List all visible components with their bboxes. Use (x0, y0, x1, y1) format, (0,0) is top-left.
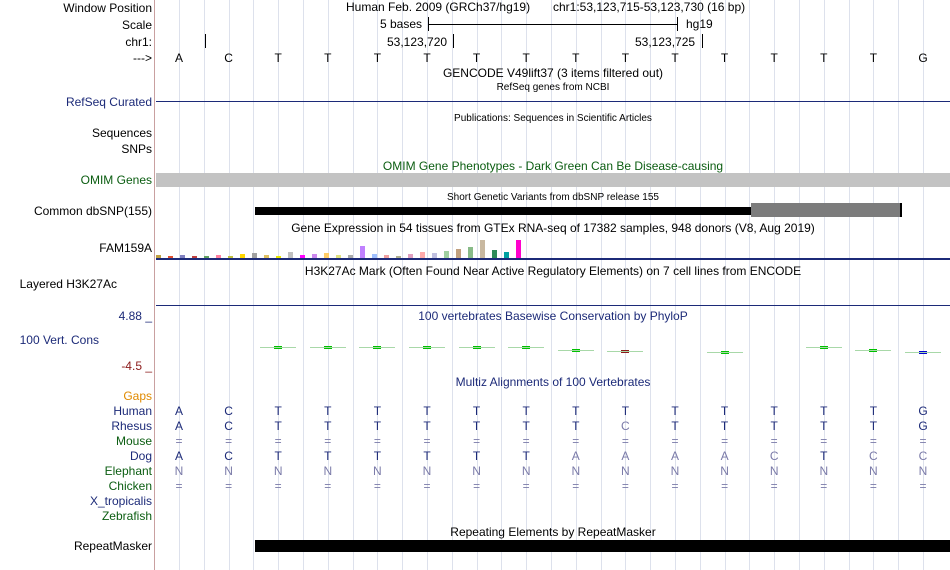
alignment-base: = (919, 479, 927, 493)
alignment-base: C (621, 419, 630, 433)
scale-text: 5 bases (380, 17, 423, 31)
gtex-bars[interactable] (156, 236, 556, 258)
coord-2: 53,123,725 (635, 35, 696, 49)
alignment-base: T (820, 449, 828, 463)
scale-db: hg19 (686, 17, 713, 31)
base-letter: T (720, 51, 729, 65)
base-letter: G (918, 51, 928, 65)
alignment-base: T (820, 404, 828, 418)
base-letter: T (373, 51, 382, 65)
alignment-base: = (423, 479, 431, 493)
alignment-base: C (869, 449, 878, 463)
cons-max-label: 4.88 _ (118, 309, 152, 323)
alignment-base: N (174, 464, 184, 478)
alignment-base: A (174, 404, 183, 418)
species-label: Mouse (115, 434, 152, 448)
window-position-label: Window Position (63, 1, 152, 15)
alignment-base: T (472, 449, 481, 463)
alignment-base: T (522, 449, 530, 463)
alignment-base: C (224, 419, 233, 433)
alignment-base: = (820, 434, 828, 448)
alignment-base: G (918, 404, 928, 418)
alignment-base: T (671, 419, 679, 433)
alignment-base: T (324, 449, 332, 463)
gtex-divider (156, 258, 950, 260)
alignment-base: A (670, 449, 679, 463)
base-letter: T (770, 51, 778, 65)
alignment-base: N (769, 464, 779, 478)
base-letter: A (174, 51, 183, 65)
gaps-label: Gaps (123, 389, 152, 403)
alignment-base: = (324, 479, 332, 493)
alignment-base: = (721, 434, 729, 448)
pubs-snps-label[interactable]: SNPs (121, 142, 152, 156)
alignment-base: = (919, 434, 927, 448)
alignment-base: = (522, 434, 530, 448)
alignment-base: = (721, 479, 729, 493)
alignment-base: A (174, 419, 183, 433)
alignment-base: = (274, 434, 282, 448)
alignment-base: T (720, 404, 729, 418)
alignment-base: C (918, 449, 928, 463)
alignment-base: T (472, 404, 481, 418)
alignment-base: A (621, 449, 630, 463)
cons-min-label: -4.5 _ (121, 359, 152, 373)
alignment-base: T (472, 419, 481, 433)
cons-track-label[interactable]: 100 Vert. Cons (19, 333, 99, 347)
alignment-base: T (373, 449, 382, 463)
alignment-base: N (273, 464, 283, 478)
alignment-base: T (274, 404, 282, 418)
omim-feature[interactable] (156, 173, 950, 187)
alignment-base: = (473, 434, 481, 448)
position-text: chr1:53,123,715-53,123,730 (16 bp) (553, 0, 746, 14)
alignment-base: N (720, 464, 729, 478)
alignment-base: = (621, 479, 629, 493)
cons-score-line (508, 347, 544, 348)
alignment-base: T (869, 404, 878, 418)
alignment-base: = (671, 434, 679, 448)
cons-score-line (855, 350, 891, 351)
grid-line (204, 0, 205, 570)
cons-score-line (459, 347, 495, 348)
pubs-title: Publications: Sequences in Scientific Articles (454, 113, 652, 124)
refseq-track-label[interactable]: RefSeq Curated (65, 95, 152, 109)
alignment-base: T (820, 419, 828, 433)
alignment-base: = (175, 434, 183, 448)
alignment-base: = (473, 479, 481, 493)
species-label: Chicken (108, 479, 152, 493)
alignment-base: = (324, 434, 332, 448)
gtex-tissue-bar[interactable] (480, 240, 485, 258)
alignment-base: N (621, 464, 630, 478)
gtex-tissue-bar[interactable] (492, 250, 497, 258)
dbsnp-feature-grey[interactable] (751, 203, 902, 217)
base-letter: T (621, 51, 630, 65)
gtex-track-label[interactable]: FAM159A (99, 241, 152, 255)
alignment-base: C (769, 449, 779, 463)
refseq-subtitle: RefSeq genes from NCBI (496, 82, 610, 93)
cons-score-line (607, 351, 643, 352)
dbsnp-track-label[interactable]: Common dbSNP(155) (33, 204, 152, 218)
gencode-title: GENCODE V49lift37 (3 items filtered out) (442, 66, 664, 80)
grid-line (402, 0, 403, 570)
pubs-sequences-label[interactable]: Sequences (91, 126, 152, 140)
grid-line (799, 0, 800, 570)
alignment-base: T (324, 419, 332, 433)
ruler-tick (205, 34, 206, 48)
alignment-base: = (373, 434, 381, 448)
cons-score-line (260, 347, 296, 348)
alignment-base: T (274, 449, 282, 463)
alignment-base: = (522, 479, 530, 493)
rmsk-feature[interactable] (255, 540, 950, 552)
base-letter: T (274, 51, 282, 65)
alignment-base: = (770, 479, 778, 493)
alignment-base: = (572, 434, 580, 448)
alignment-base: T (671, 404, 679, 418)
alignment-base: T (373, 404, 382, 418)
alignment-base: C (224, 449, 233, 463)
alignment-base: T (324, 404, 332, 418)
cons-score-line (558, 350, 594, 351)
alignment-base: T (373, 419, 382, 433)
alignment-base: = (621, 434, 629, 448)
h3k27ac-track-label[interactable]: Layered H3K27Ac (19, 277, 117, 291)
base-letter: T (324, 51, 332, 65)
gtex-tissue-bar[interactable] (468, 247, 473, 258)
alignment-base: A (720, 449, 729, 463)
ruler-tick (702, 34, 703, 48)
alignment-base: A (174, 449, 183, 463)
base-letter: T (472, 51, 481, 65)
alignment-base: N (323, 464, 333, 478)
alignment-base: N (422, 464, 432, 478)
h3k27ac-divider (156, 305, 950, 306)
species-label: Rhesus (111, 419, 152, 433)
assembly-text: Human Feb. 2009 (GRCh37/hg19) (346, 0, 531, 14)
dbsnp-title: Short Genetic Variants from dbSNP release 155 (447, 192, 659, 203)
alignment-base: T (770, 419, 778, 433)
rmsk-title: Repeating Elements by RepeatMasker (450, 525, 656, 539)
grid-line (303, 0, 304, 570)
alignment-base: = (373, 479, 381, 493)
alignment-base: T (770, 404, 778, 418)
alignment-base: = (274, 479, 282, 493)
base-letter: T (820, 51, 828, 65)
h3k27ac-title: H3K27Ac Mark (Often Found Near Active Regulatory Elements) on 7 cell lines from ENCODE (304, 264, 802, 278)
alignment-base: T (621, 404, 630, 418)
alignment-base: = (225, 434, 233, 448)
grid-line (849, 0, 850, 570)
alignment-base: T (522, 404, 530, 418)
base-letter: T (671, 51, 679, 65)
omim-track-label[interactable]: OMIM Genes (80, 173, 152, 187)
gtex-tissue-bar[interactable] (516, 240, 521, 258)
base-letter: T (869, 51, 878, 65)
alignment-base: T (274, 419, 282, 433)
alignment-base: N (869, 464, 878, 478)
alignment-base: A (571, 449, 580, 463)
base-letter: T (572, 51, 580, 65)
scale-label: Scale (121, 18, 152, 32)
alignment-base: = (770, 434, 778, 448)
alignment-base: T (423, 404, 431, 418)
strand-label: ---> (133, 51, 152, 65)
gtex-tissue-bar[interactable] (456, 249, 461, 258)
alignment-base: T (720, 419, 729, 433)
species-label: Human (113, 404, 152, 418)
grid-line (353, 0, 354, 570)
cons-score-line (359, 347, 395, 348)
alignment-base: = (423, 434, 431, 448)
species-label: Dog (129, 449, 152, 463)
species-label: Elephant (104, 464, 152, 478)
gtex-tissue-bar[interactable] (444, 251, 449, 258)
alignment-base: N (670, 464, 680, 478)
gtex-title: Gene Expression in 54 tissues from GTEx RNA-seq of 17382 samples, 948 donors (V8, Aug 2019) (291, 221, 815, 235)
base-letter: T (423, 51, 431, 65)
alignment-base: = (572, 479, 580, 493)
alignment-base: T (423, 419, 431, 433)
ruler-tick (453, 34, 454, 48)
alignment-base: = (820, 479, 828, 493)
species-label: Zebrafish (101, 509, 152, 523)
alignment-base: = (869, 434, 877, 448)
grid-line (253, 0, 254, 570)
chrom-label: chr1: (125, 35, 152, 49)
rmsk-track-label[interactable]: RepeatMasker (73, 539, 152, 553)
alignment-base: T (522, 419, 530, 433)
grid-line (700, 0, 701, 570)
scale-bar (428, 17, 678, 31)
alignment-base: N (819, 464, 829, 478)
alignment-base: = (175, 479, 183, 493)
alignment-base: T (423, 449, 431, 463)
cons-score-line (806, 347, 842, 348)
alignment-base: N (224, 464, 233, 478)
grid-line (749, 0, 750, 570)
cons-score-line (905, 352, 941, 353)
cons-score-line (409, 347, 445, 348)
base-letter: T (522, 51, 530, 65)
alignment-base: N (571, 464, 581, 478)
alignment-base: N (918, 464, 928, 478)
grid-line (898, 0, 899, 570)
refseq-divider (156, 101, 950, 102)
cons-title: 100 vertebrates Basewise Conservation by PhyloP (418, 309, 688, 323)
coord-1: 53,123,720 (387, 35, 448, 49)
cons-score-line (310, 347, 346, 348)
alignment-base: N (472, 464, 481, 478)
alignment-base: = (225, 479, 233, 493)
alignment-base: T (869, 419, 878, 433)
track-labels-column (0, 0, 155, 570)
alignment-base: = (869, 479, 877, 493)
multiz-title: Multiz Alignments of 100 Vertebrates (455, 375, 651, 389)
base-letter: C (224, 51, 233, 65)
alignment-base: T (572, 419, 580, 433)
grid-line (452, 0, 453, 570)
omim-title: OMIM Gene Phenotypes - Dark Green Can Be Disease-causing (382, 159, 724, 173)
alignment-base: = (671, 479, 679, 493)
alignment-base: T (572, 404, 580, 418)
cons-score-line (707, 352, 743, 353)
alignment-base: C (224, 404, 233, 418)
alignment-base: N (521, 464, 531, 478)
tracks-area[interactable] (156, 0, 950, 570)
grid-line (650, 0, 651, 570)
alignment-base: G (918, 419, 928, 433)
alignment-base: N (373, 464, 382, 478)
species-label: X_tropicalis (89, 494, 152, 508)
gtex-tissue-bar[interactable] (360, 246, 365, 258)
